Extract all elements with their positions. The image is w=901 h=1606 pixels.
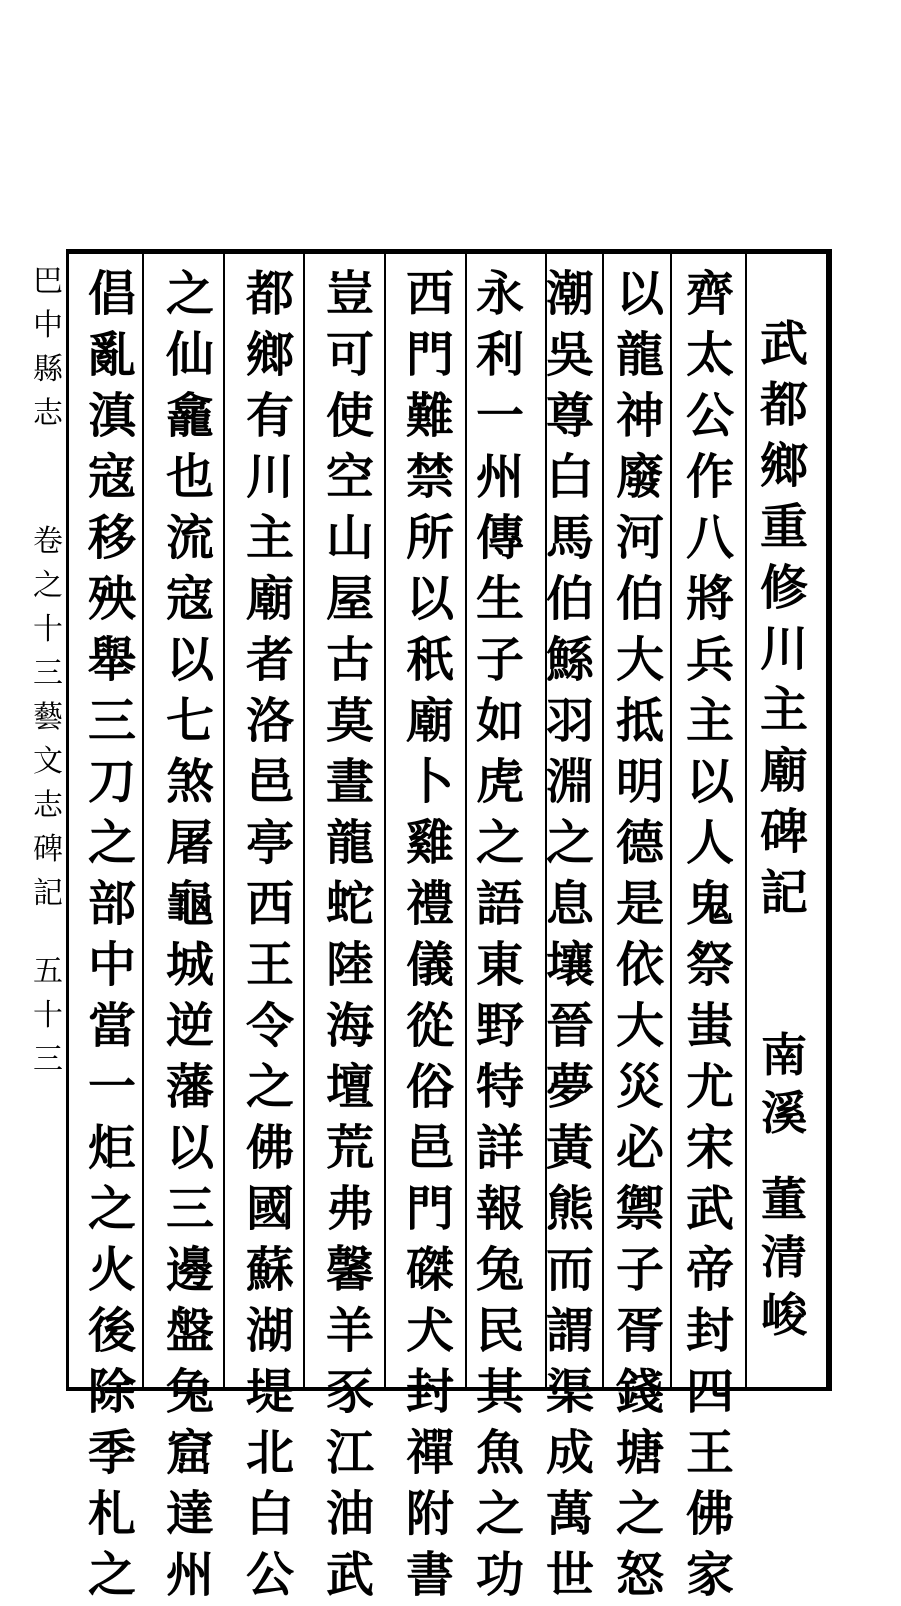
column-rule [303,254,305,1387]
column-rule [223,254,225,1387]
author-name: 董清峻 [761,1172,807,1342]
text-frame [66,249,832,1603]
column-rule [384,254,386,1387]
author-place: 南溪 [761,1028,807,1140]
title: 武都鄉重修川主廟碑記 [759,316,808,921]
body-column: 之仙龕也流寇以七煞屠龜城逆藩以三邊盤兔窟達州 [165,266,214,1603]
body-column: 齊太公作八將兵主以人鬼祭蚩尤宋武帝封四王佛家 [685,266,734,1603]
column-rule [602,254,604,1387]
body-column: 以龍神廢河伯大抵明德是依大災必禦子胥錢塘之怒 [615,266,664,1603]
body-column: 永利一州傳生子如虎之語東野特詳報兔民其魚之功 [475,266,524,1603]
body-column: 都鄉有川主廟者洛邑亭西王令之佛國蘇湖堤北白公 [245,266,294,1603]
column-rule [745,254,747,1387]
margin-book-title: 巴中縣志 [33,264,63,431]
body-column: 西門難禁所以秖廟卜雞禮儀從俗邑門磔犬封禪附書 [405,266,454,1603]
margin-section: 卷之十三藝文志碑記 [33,524,63,911]
body-column: 倡亂滇寇移殃舉三刀之部中當一炬之火後除季札之 [87,266,136,1603]
body-column: 豈可使空山屋古莫晝龍蛇陸海壇荒弗馨羊豕江油武 [325,266,374,1603]
column-rule [465,254,467,1387]
body-column: 潮吳尊白馬伯鯀羽淵之息壤晉夢黃熊而謂渠成萬世 [545,266,594,1603]
margin-page-number: 五十三 [33,954,63,1077]
